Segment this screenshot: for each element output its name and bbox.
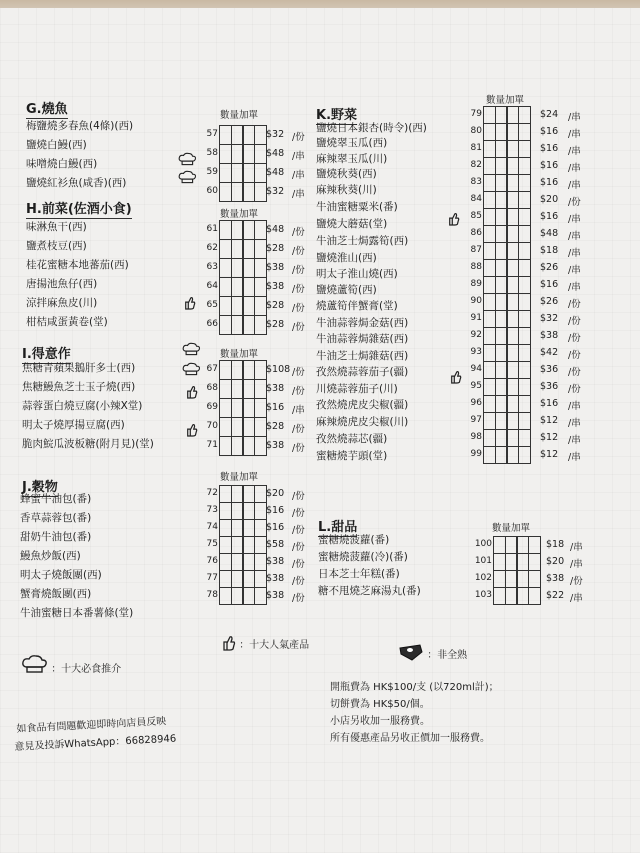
- menu-item: 牛油蜜糖日本番薯條(堂): [20, 607, 134, 619]
- item-unit: /份: [292, 576, 305, 587]
- menu-item: 蟹膏燒飯團(西): [20, 588, 92, 600]
- item-unit: /份: [292, 508, 305, 519]
- item-unit: /串: [568, 248, 581, 259]
- item-unit: /串: [568, 180, 581, 191]
- grid-header: 數量加單: [220, 472, 259, 483]
- item-price: $48: [266, 224, 285, 235]
- chef-hat-icon: [180, 342, 202, 356]
- menu-item: 糖不甩燒芝麻湯丸(番): [318, 585, 421, 597]
- menu-item: 燒蘆筍伴蟹膏(堂): [316, 300, 398, 312]
- item-unit: /份: [292, 322, 305, 333]
- item-number: 80: [470, 126, 482, 136]
- item-number: 97: [470, 415, 482, 425]
- grid-header: 數量加單: [220, 110, 259, 121]
- item-price: $26: [540, 262, 559, 273]
- item-price: $28: [266, 300, 285, 311]
- item-price: $16: [540, 279, 559, 290]
- item-number: 71: [206, 440, 218, 450]
- item-unit: /串: [568, 112, 581, 123]
- item-price: $26: [540, 296, 559, 307]
- quantity-cell[interactable]: [518, 293, 531, 311]
- item-price: $16: [540, 143, 559, 154]
- item-unit: /份: [568, 316, 581, 327]
- item-price: $12: [540, 415, 559, 426]
- menu-item: 鹽燒大蘑菇(堂): [316, 218, 388, 230]
- item-number: 72: [206, 488, 218, 498]
- menu-item: 牛油蒜蓉焗金菇(西): [316, 317, 409, 329]
- item-unit: /串: [292, 189, 305, 200]
- item-number: 78: [206, 590, 218, 600]
- item-unit: /串: [568, 452, 581, 463]
- quantity-cell[interactable]: [518, 429, 531, 447]
- quantity-cell[interactable]: [518, 242, 531, 260]
- item-price: $36: [540, 381, 559, 392]
- menu-item: 蜜糖燒芋頭(堂): [316, 450, 388, 462]
- quantity-cell[interactable]: [528, 553, 541, 571]
- item-price: $36: [540, 364, 559, 375]
- item-number: 65: [206, 300, 218, 310]
- menu-item: 梅鹽燒多春魚(4條)(西): [26, 120, 134, 132]
- menu-item: 明太子淮山燒(西): [316, 268, 398, 280]
- item-unit: /份: [292, 303, 305, 314]
- item-number: 60: [206, 186, 218, 196]
- item-number: 64: [206, 281, 218, 291]
- menu-item: 脆肉鯇瓜波板糖(附月見)(堂): [22, 438, 154, 450]
- chef-hat-icon: [180, 362, 202, 376]
- section-title: K.野菜: [316, 104, 357, 123]
- menu-item: 甜奶牛油包(番): [20, 531, 92, 543]
- item-price: $32: [266, 129, 285, 140]
- item-number: 94: [470, 364, 482, 374]
- item-unit: /份: [292, 265, 305, 276]
- item-number: 101: [474, 556, 492, 566]
- item-number: 61: [206, 224, 218, 234]
- item-price: $28: [266, 243, 285, 254]
- item-number: 103: [474, 590, 492, 600]
- item-price: $32: [540, 313, 559, 324]
- section-title: J.穀物: [22, 476, 58, 495]
- item-price: $48: [266, 148, 285, 159]
- thumbs-up-icon: [450, 370, 462, 384]
- item-price: $38: [266, 440, 285, 451]
- legend-meat-label: ：非全熟: [427, 650, 468, 661]
- item-price: $20: [546, 556, 565, 567]
- item-unit: /份: [292, 284, 305, 295]
- item-price: $38: [266, 281, 285, 292]
- note-promo-service-charge: 所有優惠產品另收正價加一服務費。: [330, 733, 490, 744]
- legend-thumb-label: ：十大人氣產品: [239, 640, 310, 651]
- quantity-cell[interactable]: [518, 225, 531, 243]
- menu-item: 桂花蜜糖本地蕃茄(西): [26, 259, 129, 271]
- item-number: 70: [206, 421, 218, 431]
- note-corkage: 開瓶費為 HK$100/支 (以720ml計)；: [330, 682, 499, 693]
- menu-item: 香草蒜蓉包(番): [20, 512, 92, 524]
- item-price: $28: [266, 421, 285, 432]
- item-price: $16: [540, 126, 559, 137]
- menu-item: 鹽燒淮山(西): [316, 252, 377, 264]
- section-title: G.燒魚: [26, 98, 68, 117]
- item-number: 79: [470, 109, 482, 119]
- item-unit: /份: [292, 491, 305, 502]
- item-number: 98: [470, 432, 482, 442]
- item-price: $20: [540, 194, 559, 205]
- quantity-cell[interactable]: [518, 157, 531, 175]
- item-number: 90: [470, 296, 482, 306]
- item-price: $48: [266, 167, 285, 178]
- menu-item: 鰻魚炒飯(西): [20, 550, 81, 562]
- item-unit: /串: [292, 405, 305, 416]
- item-number: 89: [470, 279, 482, 289]
- item-price: $16: [266, 505, 285, 516]
- item-number: 81: [470, 143, 482, 153]
- item-unit: /份: [292, 367, 305, 378]
- item-number: 96: [470, 398, 482, 408]
- menu-item: 川燒蒜蓉茄子(川): [316, 383, 398, 395]
- thumbs-up-icon: [222, 635, 236, 651]
- item-number: 63: [206, 262, 218, 272]
- item-unit: /份: [568, 350, 581, 361]
- note-cake-fee: 切餅費為 HK$50/個。: [330, 699, 430, 710]
- legend-meat: [398, 638, 467, 661]
- section-title: L.甜品: [318, 516, 357, 535]
- quantity-cell[interactable]: [518, 361, 531, 379]
- item-unit: /份: [570, 576, 583, 587]
- item-number: 59: [206, 167, 218, 177]
- menu-item: 涼拌麻魚皮(川): [26, 297, 98, 309]
- item-price: $38: [266, 262, 285, 273]
- legend-thumb: [222, 632, 309, 651]
- menu-item: 鹽燒日本銀杏(時令)(西): [316, 122, 427, 134]
- item-number: 88: [470, 262, 482, 272]
- item-price: $32: [266, 186, 285, 197]
- chef-hat-icon: [176, 152, 198, 166]
- item-unit: /份: [292, 443, 305, 454]
- menu-item: 焦糖鰻魚芝士玉子燒(西): [22, 381, 136, 393]
- menu-item: 鹽燒白鰻(西): [26, 139, 87, 151]
- item-unit: /份: [292, 386, 305, 397]
- item-number: 75: [206, 539, 218, 549]
- menu-item: 牛油蒜蓉焗雜菇(西): [316, 333, 409, 345]
- item-price: $28: [266, 319, 285, 330]
- item-number: 58: [206, 148, 218, 158]
- menu-item: 焦糖青蘋果鵝肝多士(西): [22, 362, 136, 374]
- menu-item: 日本芝士年糕(番): [318, 568, 400, 580]
- menu-item: 味噌燒白鰻(西): [26, 158, 98, 170]
- grid-header: 數量加單: [220, 209, 259, 220]
- item-number: 87: [470, 245, 482, 255]
- chef-hat-icon: [20, 654, 48, 674]
- item-price: $16: [540, 160, 559, 171]
- quantity-cell[interactable]: [518, 378, 531, 396]
- quantity-cell[interactable]: [518, 191, 531, 209]
- menu-item: 孜然燒虎皮尖椒(疆): [316, 399, 409, 411]
- quantity-cell[interactable]: [518, 140, 531, 158]
- item-unit: /份: [568, 367, 581, 378]
- item-unit: /串: [568, 435, 581, 446]
- menu-item: 孜然燒蒜蓉茄子(疆): [316, 366, 409, 378]
- quantity-cell[interactable]: [518, 174, 531, 192]
- item-number: 84: [470, 194, 482, 204]
- item-unit: /串: [568, 401, 581, 412]
- quantity-cell[interactable]: [518, 276, 531, 294]
- menu-item: 牛油芝士焗雜菇(西): [316, 350, 409, 362]
- quantity-cell[interactable]: [518, 106, 531, 124]
- grid-header: 數量加單: [220, 349, 259, 360]
- item-unit: /串: [568, 146, 581, 157]
- item-price: $16: [540, 177, 559, 188]
- quantity-cell[interactable]: [518, 446, 531, 464]
- item-price: $24: [540, 109, 559, 120]
- item-number: 68: [206, 383, 218, 393]
- item-number: 99: [470, 449, 482, 459]
- item-price: $38: [266, 590, 285, 601]
- item-number: 69: [206, 402, 218, 412]
- item-price: $16: [266, 522, 285, 533]
- item-price: $38: [266, 383, 285, 394]
- quantity-cell[interactable]: [528, 587, 541, 605]
- quantity-cell[interactable]: [528, 536, 541, 554]
- item-unit: /串: [568, 282, 581, 293]
- item-unit: /份: [292, 227, 305, 238]
- menu-item: 麻辣翠玉瓜(川): [316, 153, 388, 165]
- item-unit: /串: [568, 214, 581, 225]
- quantity-cell[interactable]: [518, 310, 531, 328]
- menu-item: 蜂蜜牛油包(番): [20, 493, 92, 505]
- item-price: $58: [266, 539, 285, 550]
- item-unit: /份: [292, 542, 305, 553]
- quantity-cell[interactable]: [518, 395, 531, 413]
- item-unit: /份: [292, 525, 305, 536]
- item-price: $38: [546, 573, 565, 584]
- item-number: 85: [470, 211, 482, 221]
- menu-item: 鹽煮枝豆(西): [26, 240, 87, 252]
- item-price: $38: [266, 556, 285, 567]
- item-number: 76: [206, 556, 218, 566]
- quantity-cell[interactable]: [528, 570, 541, 588]
- item-unit: /份: [292, 593, 305, 604]
- menu-item: 牛油芝士焗露筍(西): [316, 235, 409, 247]
- item-price: $48: [540, 228, 559, 239]
- chef-hat-icon: [176, 170, 198, 184]
- steak-icon: [398, 642, 424, 662]
- item-price: $12: [540, 432, 559, 443]
- item-unit: /份: [568, 333, 581, 344]
- item-number: 67: [206, 364, 218, 374]
- item-number: 77: [206, 573, 218, 583]
- menu-item: 蒜蓉蛋白燒豆腐(小辣X堂): [22, 400, 143, 412]
- item-number: 66: [206, 319, 218, 329]
- item-number: 57: [206, 129, 218, 139]
- item-number: 92: [470, 330, 482, 340]
- item-unit: /串: [568, 163, 581, 174]
- item-unit: /串: [568, 418, 581, 429]
- quantity-cell[interactable]: [518, 412, 531, 430]
- item-number: 86: [470, 228, 482, 238]
- item-price: $18: [540, 245, 559, 256]
- note-service-charge: 小店另收加一服務費。: [330, 716, 430, 727]
- item-unit: /份: [568, 299, 581, 310]
- item-number: 93: [470, 347, 482, 357]
- menu-item: 牛油蜜糖粟米(番): [316, 201, 398, 213]
- item-number: 82: [470, 160, 482, 170]
- menu-item: 明太子燒飯團(西): [20, 569, 102, 581]
- section-title: H.前菜(佐酒小食): [26, 198, 132, 217]
- item-price: $38: [540, 330, 559, 341]
- menu-item: 孜然燒蒜芯(疆): [316, 433, 388, 445]
- item-number: 74: [206, 522, 218, 532]
- item-unit: /份: [292, 132, 305, 143]
- thumbs-up-icon: [186, 423, 198, 437]
- menu-item: 柑桔咸蛋黃卷(堂): [26, 316, 108, 328]
- item-unit: /串: [292, 151, 305, 162]
- item-unit: /串: [568, 265, 581, 276]
- item-price: $16: [540, 398, 559, 409]
- quantity-cell[interactable]: [518, 344, 531, 362]
- item-unit: /串: [568, 231, 581, 242]
- quantity-cell[interactable]: [518, 327, 531, 345]
- item-number: 102: [474, 573, 492, 583]
- item-unit: /份: [568, 384, 581, 395]
- grid-header: 數量加單: [492, 523, 531, 534]
- item-unit: /份: [292, 424, 305, 435]
- item-unit: /份: [292, 246, 305, 257]
- item-unit: /份: [292, 559, 305, 570]
- item-unit: /串: [570, 559, 583, 570]
- menu-item: 鹽燒紅衫魚(咸香)(西): [26, 177, 127, 189]
- item-number: 83: [470, 177, 482, 187]
- menu-item: 味淋魚干(西): [26, 221, 87, 233]
- item-price: $18: [546, 539, 565, 550]
- item-number: 73: [206, 505, 218, 515]
- item-unit: /串: [570, 542, 583, 553]
- item-price: $38: [266, 573, 285, 584]
- item-price: $16: [266, 402, 285, 413]
- quantity-cell[interactable]: [518, 208, 531, 226]
- menu-item: 蜜糖燒菠蘿(冷)(番): [318, 551, 408, 563]
- item-number: 95: [470, 381, 482, 391]
- item-unit: /串: [570, 593, 583, 604]
- item-price: $20: [266, 488, 285, 499]
- item-number: 91: [470, 313, 482, 323]
- grid-header: 數量加單: [486, 95, 525, 106]
- item-number: 62: [206, 243, 218, 253]
- item-unit: /份: [568, 197, 581, 208]
- item-unit: /串: [292, 170, 305, 181]
- thumbs-up-icon: [184, 296, 196, 310]
- section-title: I.得意作: [22, 343, 71, 362]
- item-number: 100: [474, 539, 492, 549]
- item-unit: /串: [568, 129, 581, 140]
- menu-item: 鹽燒秋葵(西): [316, 168, 377, 180]
- footer-whatsapp: 意見及投訴WhatsApp：66828946: [14, 733, 177, 753]
- item-price: $42: [540, 347, 559, 358]
- menu-item: 鹽燒翠玉瓜(西): [316, 137, 388, 149]
- thumbs-up-icon: [186, 385, 198, 399]
- item-price: $108: [266, 364, 291, 375]
- menu-item: 麻辣秋葵(川): [316, 184, 377, 196]
- menu-item: 唐揚池魚仔(西): [26, 278, 98, 290]
- quantity-cell[interactable]: [518, 123, 531, 141]
- item-price: $12: [540, 449, 559, 460]
- legend-chef: [20, 652, 121, 675]
- item-price: $16: [540, 211, 559, 222]
- menu-item: 明太子燒厚揚豆腐(西): [22, 419, 125, 431]
- quantity-cell[interactable]: [518, 259, 531, 277]
- menu-item: 蜜糖燒菠蘿(番): [318, 534, 390, 546]
- footer-feedback: 如食品有問題歡迎即時向店員反映: [16, 716, 167, 735]
- menu-item: 麻辣燒虎皮尖椒(川): [316, 416, 409, 428]
- menu-item: 鹽燒蘆筍(西): [316, 284, 377, 296]
- thumbs-up-icon: [448, 212, 460, 226]
- legend-chef-label: ：十大必食推介: [51, 664, 122, 675]
- item-price: $22: [546, 590, 565, 601]
